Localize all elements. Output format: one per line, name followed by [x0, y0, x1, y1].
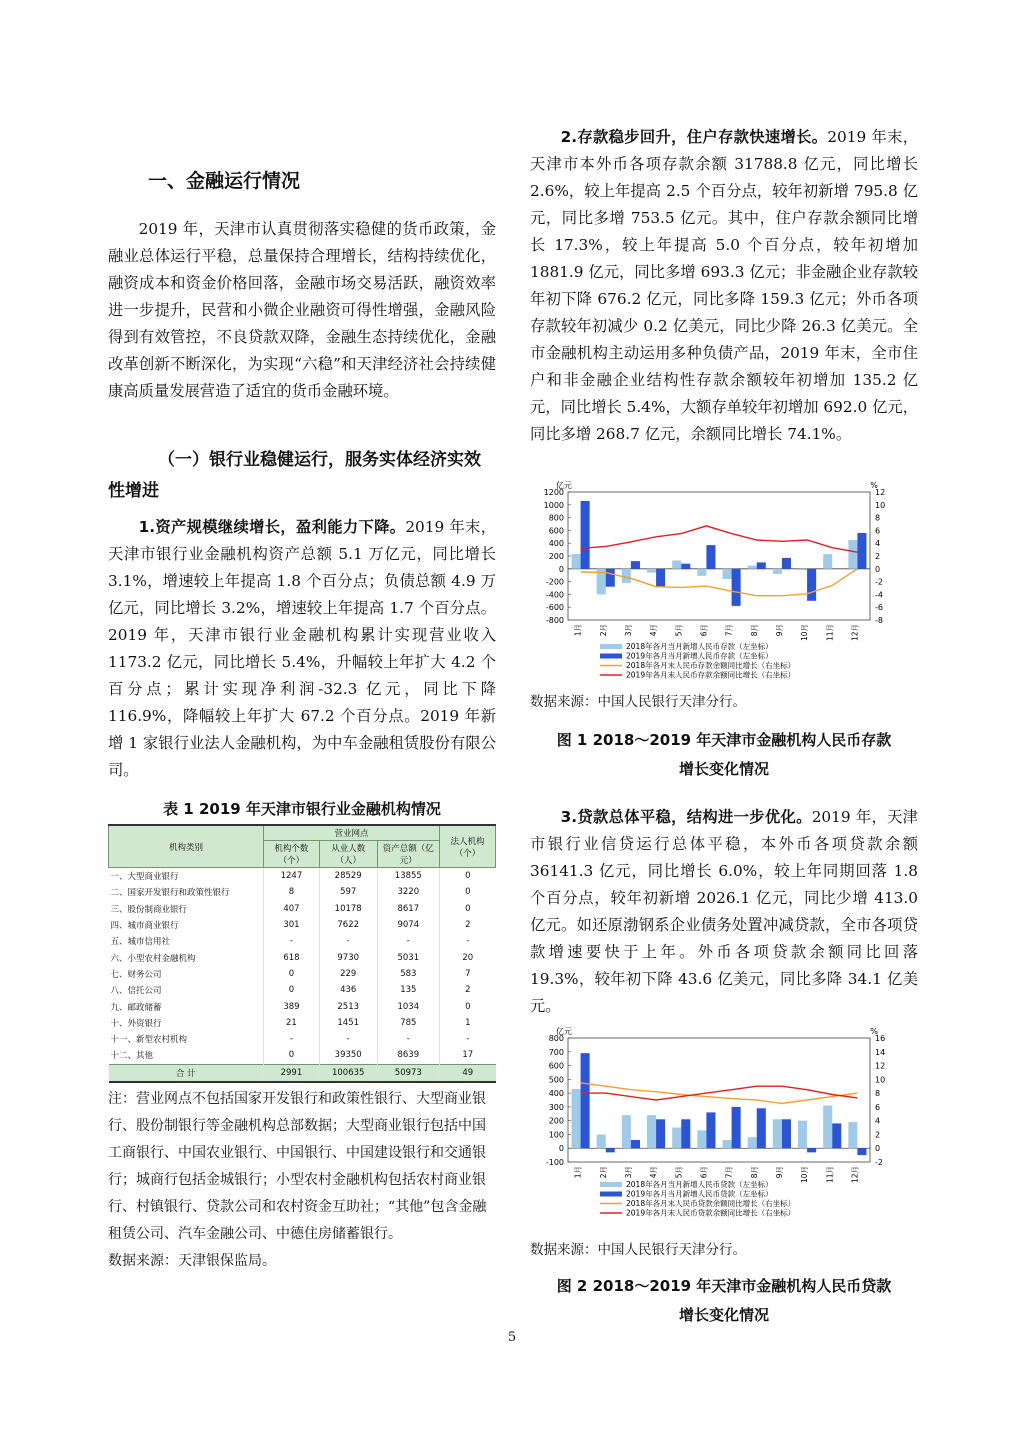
cell-staff: - [319, 933, 377, 949]
bar [732, 569, 741, 606]
cell-name: 九、邮政储蓄 [110, 1002, 162, 1013]
right-tick-label: 10 [875, 1075, 886, 1085]
cell-assets: 5031 [377, 949, 440, 965]
figure2-caption: 图 2 2018～2019 年天津市金融机构人民币贷款 增长变化情况 [530, 1272, 918, 1330]
right-unit-label: % [870, 1027, 878, 1036]
category-label: 9月 [774, 624, 784, 637]
table-row [109, 868, 496, 885]
cell-assets: 13855 [377, 868, 440, 885]
right-tick-label: -6 [875, 603, 883, 613]
loan-chart [530, 1022, 918, 1226]
left-tick-label: 200 [548, 552, 564, 561]
bar [597, 1134, 606, 1148]
bar [647, 1115, 656, 1148]
figure2-caption-line2: 增长变化情况 [678, 1306, 769, 1324]
right-tick-label: 2 [875, 552, 881, 561]
left-tick-label: 400 [548, 539, 564, 549]
category-label: 3月 [623, 1166, 633, 1179]
right-tick-label: 4 [875, 1116, 881, 1126]
bar [581, 1053, 590, 1148]
left-tick-label: 400 [548, 1089, 564, 1099]
bar [807, 1148, 816, 1152]
bar [782, 558, 791, 569]
category-label: 1月 [573, 624, 583, 637]
cell-staff: 1451 [319, 1015, 377, 1031]
category-label: 6月 [699, 624, 709, 637]
cell-count: 618 [264, 949, 320, 965]
cell-count: 2991 [264, 1064, 320, 1082]
col-header-count: 机构个数（个） [264, 841, 320, 868]
cell-count: 407 [264, 901, 320, 917]
bar [706, 545, 715, 569]
cell-assets: 583 [377, 966, 440, 982]
legend-swatch [600, 1192, 622, 1197]
cell-staff: 100635 [319, 1064, 377, 1082]
page-number: 5 [507, 1330, 517, 1345]
cell-legal: 1 [440, 1015, 496, 1031]
cell-name: 六、小型农村金融机构 [110, 953, 196, 964]
bar [697, 1130, 706, 1148]
category-label: 8月 [749, 624, 759, 637]
cell-legal: 49 [440, 1064, 496, 1082]
bar [631, 561, 640, 569]
bar [757, 562, 766, 568]
table-row [109, 884, 496, 900]
cell-legal: 20 [440, 949, 496, 965]
cell-legal: - [440, 1031, 496, 1047]
cell-assets: 9074 [377, 917, 440, 933]
col-header-legal: 法人机构（个） [440, 825, 496, 868]
cell-name: 十二、其他 [110, 1051, 154, 1062]
table-row [109, 998, 496, 1014]
bar [572, 554, 581, 569]
left-tick-label: 300 [548, 1102, 564, 1112]
table1-source: 数据来源：天津银保监局。 [108, 1253, 276, 1269]
bar [681, 564, 690, 569]
left-tick-label: -100 [545, 1158, 564, 1167]
table-row [109, 917, 496, 933]
cell-staff: 597 [319, 884, 377, 900]
legend-label: 2019年各月末人民币贷款余额同比增长（右坐标） [626, 1208, 796, 1218]
right-tick-label: 6 [875, 1102, 881, 1112]
paragraph-deposits-body: 2019 年末，天津市本外币各项存款余额 31788.8 亿元，同比增长 2.6%，较上年提高 2.5 个百分点，较年初新增 795.8 亿元，同比多增 753.5 亿元。其中，住户存款余额同比增长 17.3%，较上年提高 5.0 个百分点，较年初增加 1881.9 亿元，同比多增 693.3 亿元；非金融企业存款较年初下降 676.2 亿元，同比多降 159.3 亿元；外币各项存款较年初减少 0.2 亿美元，同比少降 26.3 亿美元。全市金融机构主动运用多种负债产品，2019 年末，全市住户和非金融企业结构性存款余额较年初增加 135.2 亿元，同比增长 5.4%，大额存单较年初增加 692.0 亿元，同比多增 268.7 亿元，余额同比增长 74.1%。 [530, 128, 918, 443]
right-tick-label: 14 [875, 1047, 886, 1057]
cell-assets: 785 [377, 1015, 440, 1031]
legend-swatch [600, 654, 622, 659]
bar [647, 569, 656, 573]
bar [773, 569, 782, 574]
category-label: 11月 [825, 1166, 835, 1184]
cell-count: 21 [264, 1015, 320, 1031]
left-tick-label: 700 [548, 1047, 564, 1057]
intro-paragraph: 2019 年，天津市认真贯彻落实稳健的货币政策，金融业总体运行平稳，总量保持合理增长，结构持续优化，融资成本和资金价格回落，金融市场交易活跃，融资效率进一步提升，民营和小微企业融资可得性增强，金融风险得到有效管控，不良贷款双降，金融生态持续优化，金融改革创新不断深化，为实现“六稳”和天津经济社会持续健康高质量发展营造了适宜的货币金融环境。 [108, 220, 496, 400]
cell-staff: 28529 [319, 868, 377, 885]
bar [723, 1140, 732, 1148]
col-header-staff: 从业人数（人） [319, 841, 377, 868]
cell-name: 二、国家开发银行和政策性银行 [110, 888, 230, 899]
legend-label: 2019年各月末人民币存款余额同比增长（右坐标） [626, 670, 796, 680]
figure2-source: 数据来源：中国人民银行天津分行。 [530, 1242, 746, 1258]
table-row [109, 982, 496, 998]
cell-staff: 229 [319, 966, 377, 982]
right-tick-label: 8 [875, 513, 881, 523]
left-tick-label: 800 [548, 1034, 564, 1043]
table-row [109, 1015, 496, 1031]
left-tick-label: 0 [558, 564, 564, 574]
right-tick-label: 0 [875, 564, 881, 574]
bar [823, 1106, 832, 1149]
cell-name: 八、信托公司 [110, 986, 162, 997]
right-tick-label: 6 [875, 526, 881, 536]
left-tick-label: 500 [548, 1075, 564, 1085]
bar [848, 540, 857, 569]
category-label: 12月 [850, 1166, 860, 1184]
cell-name: 十、外资银行 [110, 1018, 162, 1029]
cell-count: 389 [264, 998, 320, 1014]
table1-caption: 表 1 2019 年天津市银行业金融机构情况 [163, 800, 441, 818]
cell-staff: 7622 [319, 917, 377, 933]
deposit-chart [530, 480, 918, 680]
left-tick-label: 1000 [543, 500, 564, 510]
legend-swatch [600, 644, 622, 649]
category-label: 3月 [623, 624, 633, 637]
figure1 [530, 480, 918, 684]
cell-assets: 3220 [377, 884, 440, 900]
legend-label: 2018年各月当月新增人民币贷款（左坐标） [626, 1180, 773, 1189]
category-label: 5月 [674, 1166, 684, 1179]
left-tick-label: 600 [548, 1061, 564, 1071]
legend-label: 2018年各月末人民币存款余额同比增长（右坐标） [626, 661, 796, 670]
bar [681, 1119, 690, 1148]
legend-label: 2019年各月当月新增人民币贷款（左坐标） [626, 1189, 773, 1199]
right-unit-label: % [870, 481, 878, 490]
figure1-caption: 图 1 2018～2019 年天津市金融机构人民币存款 增长变化情况 [530, 726, 918, 784]
right-tick-label: -2 [875, 577, 883, 587]
cell-assets: - [377, 1031, 440, 1047]
bar [748, 1137, 757, 1148]
table1-note: 注：营业网点不包括国家开发银行和政策性银行、大型商业银行、股份制银行等金融机构总部数据；大型商业银行包括中国工商银行、中国农业银行、中国银行、中国建设银行和交通银行；城商行包括金城银行；小型农村金融机构包括农村商业银行、村镇银行、贷款公司和农村资金互助社；“其他”包含金融租赁公司、汽车金融公司、中德住房储蓄银行。 数据来源：天津银保监局。 [108, 1086, 496, 1275]
category-label: 10月 [800, 624, 810, 642]
left-tick-label: 800 [548, 513, 564, 523]
bar [572, 1089, 581, 1148]
bar [782, 1119, 791, 1148]
bar [622, 1115, 631, 1148]
cell-staff: 9730 [319, 949, 377, 965]
bar [848, 1122, 857, 1148]
cell-staff: 10178 [319, 901, 377, 917]
table-row [109, 1031, 496, 1047]
cell-legal: 0 [440, 901, 496, 917]
table-row [109, 933, 496, 949]
cell-legal: 2 [440, 982, 496, 998]
right-tick-label: 8 [875, 1089, 881, 1099]
cell-count: 0 [264, 966, 320, 982]
bar [798, 1121, 807, 1149]
paragraph-assets-title: 1.资产规模继续增长，盈利能力下降。 [138, 518, 406, 536]
right-tick-label: -4 [875, 590, 883, 600]
category-label: 8月 [749, 1166, 759, 1179]
left-tick-label: -400 [545, 590, 564, 600]
left-tick-label: -600 [545, 603, 564, 613]
cell-staff: 2513 [319, 998, 377, 1014]
cell-assets: 1034 [377, 998, 440, 1014]
bar [622, 569, 631, 583]
bar [857, 1148, 866, 1155]
cell-name: 合 计 [109, 1064, 264, 1082]
bar [723, 569, 732, 579]
series-line [581, 1083, 858, 1104]
bar [606, 1148, 615, 1152]
right-tick-label: -2 [875, 1158, 883, 1167]
cell-assets: 50973 [377, 1064, 440, 1082]
figure1-caption-line2: 增长变化情况 [678, 760, 769, 778]
category-label: 6月 [699, 1166, 709, 1179]
cell-staff: 39350 [319, 1047, 377, 1064]
col-header-assets: 资产总额（亿元） [377, 841, 440, 868]
category-label: 4月 [649, 1166, 659, 1179]
right-tick-label: 10 [875, 500, 886, 510]
legend-swatch [600, 1182, 622, 1187]
category-label: 10月 [800, 1166, 810, 1184]
paragraph-loans [530, 804, 918, 1020]
table-row [109, 1047, 496, 1064]
cell-legal: 0 [440, 884, 496, 900]
legend-label: 2019年各月当月新增人民币存款（左坐标） [626, 651, 773, 661]
bar [757, 1108, 766, 1148]
bar [748, 566, 757, 569]
category-label: 4月 [649, 624, 659, 637]
right-tick-label: 0 [875, 1144, 881, 1154]
cell-assets: 8639 [377, 1047, 440, 1064]
cell-staff: 436 [319, 982, 377, 998]
paragraph-loans-title: 3.贷款总体平稳，结构进一步优化。 [560, 808, 812, 826]
figure1-source: 数据来源：中国人民银行天津分行。 [530, 694, 746, 710]
legend-label: 2018年各月末人民币贷款余额同比增长（右坐标） [626, 1199, 796, 1208]
bar [656, 1119, 665, 1148]
cell-legal: 0 [440, 868, 496, 885]
bar [606, 569, 615, 587]
right-tick-label: -8 [875, 616, 883, 625]
cell-name: 十一、新型农村机构 [110, 1035, 188, 1046]
table-row [109, 949, 496, 965]
left-unit-label: 亿元 [556, 481, 572, 490]
bar [581, 501, 590, 569]
cell-assets: 8617 [377, 901, 440, 917]
cell-count: 301 [264, 917, 320, 933]
cell-legal: - [440, 933, 496, 949]
cell-count: 0 [264, 982, 320, 998]
bar [672, 560, 681, 568]
cell-name: 三、股份制商业银行 [110, 904, 188, 915]
cell-count: 0 [264, 1047, 320, 1064]
paragraph-loans-body: 2019 年，天津市银行业信贷运行总体平稳，本外币各项贷款余额 36141.3 亿元，同比增长 6.0%，较上年同期回落 1.8 个百分点，较年初新增 2026.1 亿元，同比少增 413.0 亿元。如还原渤钢系企业债务处置冲减贷款，全市各项贷款增速要快于上年。外币各项贷款余额同比回落 19.3%，较年初下降 43.6 亿美元，同比多降 34.1 亿美元。 [530, 808, 918, 1015]
cell-assets: - [377, 933, 440, 949]
figure2 [530, 1022, 918, 1230]
cell-legal: 7 [440, 966, 496, 982]
table1 [108, 824, 496, 1083]
category-label: 12月 [850, 624, 860, 642]
bar [857, 533, 866, 569]
legend-label: 2018年各月当月新增人民币存款（左坐标） [626, 642, 773, 651]
category-label: 5月 [674, 624, 684, 637]
paragraph-assets [108, 514, 496, 784]
bar [672, 1128, 681, 1149]
cell-count: - [264, 1031, 320, 1047]
cell-legal: 0 [440, 998, 496, 1014]
cell-legal: 2 [440, 917, 496, 933]
cell-count: - [264, 933, 320, 949]
left-unit-label: 亿元 [556, 1027, 572, 1036]
category-label: 2月 [598, 1166, 608, 1179]
right-tick-label: 12 [875, 488, 886, 497]
left-tick-label: 200 [548, 1116, 564, 1126]
category-label: 7月 [724, 624, 734, 637]
left-tick-label: -200 [545, 577, 564, 587]
section-title: 一、金融运行情况 [148, 170, 301, 192]
left-tick-label: 0 [558, 1144, 564, 1154]
cell-count: 1247 [264, 868, 320, 885]
bar [656, 569, 665, 588]
category-label: 11月 [825, 624, 835, 642]
category-label: 7月 [724, 1166, 734, 1179]
cell-name: 七、财务公司 [110, 969, 162, 980]
subsection-heading: （一）银行业稳健运行，服务实体经济实效性增进 [108, 450, 481, 501]
right-tick-label: 16 [875, 1034, 886, 1043]
institutions-table [108, 824, 496, 1083]
col-header-type: 机构类别 [109, 825, 264, 868]
paragraph-assets-body: 2019 年末，天津市银行业金融机构资产总额 5.1 万亿元，同比增长 3.1%，增速较上年提高 1.8 个百分点；负债总额 4.9 万亿元，同比增长 3.2%，增速较上年提高 1.7 个百分点。2019 年，天津市银行业金融机构累计实现营业收入 1173.2 亿元，同比增长 5.4%，升幅较上年扩大 4.2 个百分点；累计实现净利润-32.3 亿元，同比下降 116.9%，降幅较上年扩大 67.2 个百分点。2019 年新增 1 家银行业法人金融机构，为中车金融租赁股份有限公司。 [108, 518, 496, 779]
right-tick-label: 4 [875, 539, 881, 549]
series-line [581, 526, 858, 552]
paragraph-deposits-title: 2.存款稳步回升，住户存款快速增长。 [560, 128, 828, 146]
col-header-group: 营业网点 [264, 825, 440, 841]
cell-legal: 17 [440, 1047, 496, 1064]
bar [798, 569, 807, 570]
cell-staff: - [319, 1031, 377, 1047]
cell-name: 一、大型商业银行 [110, 872, 179, 883]
cell-name: 四、城市商业银行 [110, 921, 179, 932]
table-row [109, 901, 496, 917]
bar [807, 569, 816, 601]
right-tick-label: 12 [875, 1061, 886, 1071]
left-tick-label: 100 [548, 1130, 564, 1140]
left-tick-label: -800 [545, 616, 564, 625]
left-tick-label: 1200 [543, 488, 564, 497]
table-total-row [109, 1064, 496, 1082]
category-label: 2月 [598, 624, 608, 637]
bar [697, 569, 706, 576]
bar [631, 1140, 640, 1148]
category-label: 1月 [573, 1166, 583, 1179]
bar [823, 554, 832, 569]
bar [773, 1119, 782, 1148]
category-label: 9月 [774, 1166, 784, 1179]
right-tick-label: 2 [875, 1130, 881, 1140]
cell-assets: 135 [377, 982, 440, 998]
table-row [109, 966, 496, 982]
bar [706, 1112, 715, 1148]
paragraph-deposits [530, 124, 918, 448]
left-tick-label: 600 [548, 526, 564, 536]
cell-count: 8 [264, 884, 320, 900]
bar [732, 1107, 741, 1148]
bar [832, 1123, 841, 1148]
cell-name: 五、城市信用社 [110, 937, 171, 948]
